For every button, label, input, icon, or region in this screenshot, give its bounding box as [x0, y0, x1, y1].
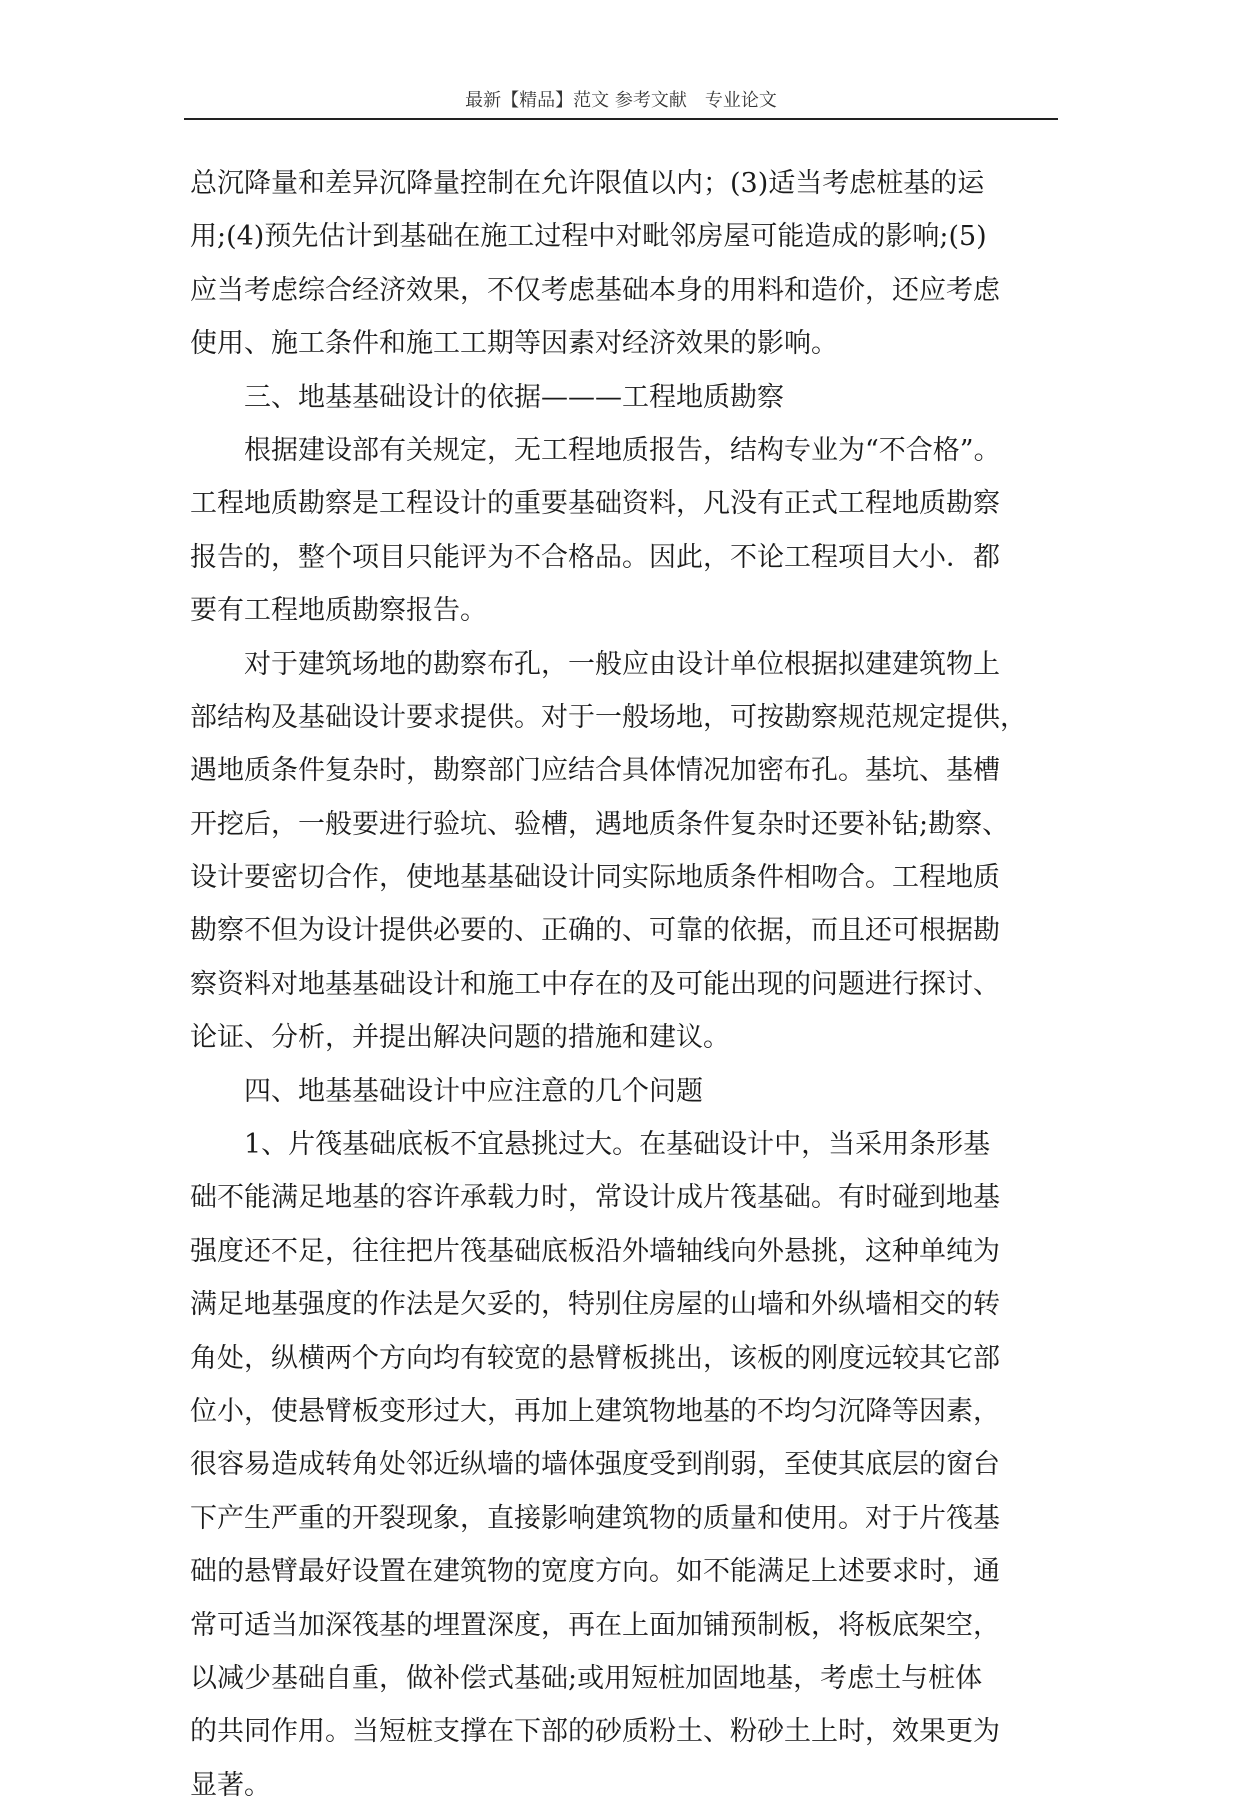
text-line: 设计要密切合作，使地基基础设计同实际地质条件相吻合。工程地质 [190, 862, 1000, 894]
text-line: 对于建筑场地的勘察布孔，一般应由设计单位根据拟建建筑物上 [244, 648, 1000, 680]
text-line: 以减少基础自重，做补偿式基础;或用短桩加固地基，考虑土与桩体 [190, 1662, 983, 1694]
text-line: 满足地基强度的作法是欠妥的，特别住房屋的山墙和外纵墙相交的转 [190, 1289, 1000, 1321]
text-line: 础的悬臂最好设置在建筑物的宽度方向。如不能满足上述要求时，通 [190, 1556, 1000, 1588]
text-line: 下产生严重的开裂现象，直接影响建筑物的质量和使用。对于片筏基 [190, 1502, 1000, 1534]
text-line: 部结构及基础设计要求提供。对于一般场地，可按勘察规范规定提供， [190, 701, 1027, 733]
text-line: 用;(4)预先估计到基础在施工过程中对毗邻房屋可能造成的影响;(5) [190, 221, 987, 253]
text-line: 角处，纵横两个方向均有较宽的悬臂板挑出，该板的刚度远较其它部 [190, 1342, 1000, 1374]
text-line: 勘察不但为设计提供必要的、正确的、可靠的依据，而且还可根据勘 [190, 915, 1000, 947]
text-line: 应当考虑综合经济效果，不仅考虑基础本身的用料和造价，还应考虑 [190, 274, 1000, 306]
text-line: 工程地质勘察是工程设计的重要基础资料，凡没有正式工程地质勘察 [190, 488, 1000, 520]
text-line: 根据建设部有关规定，无工程地质报告，结构专业为“不合格”。 [244, 434, 1001, 466]
text-line: 论证、分析，并提出解决问题的措施和建议。 [190, 1022, 730, 1054]
text-line: 总沉降量和差异沉降量控制在允许限值以内；(3)适当考虑桩基的运 [190, 168, 985, 199]
text-line: 要有工程地质勘察报告。 [190, 595, 487, 627]
text-line: 报告的，整个项目只能评为不合格品。因此，不论工程项目大小．都 [190, 541, 1000, 573]
header-text: 最新【精品】范文 参考文献 专业论文 [465, 90, 777, 111]
text-line: 很容易造成转角处邻近纵墙的墙体强度受到削弱，至使其底层的窗台 [190, 1449, 1000, 1481]
page-header [184, 84, 1058, 120]
document-body [190, 157, 1056, 1812]
text-line: 强度还不足，往往把片筏基础底板沿外墙轴线向外悬挑，这种单纯为 [190, 1235, 1000, 1267]
text-line: 的共同作用。当短桩支撑在下部的砂质粉土、粉砂土上时，效果更为 [190, 1716, 1000, 1748]
text-line: 础不能满足地基的容许承载力时，常设计成片筏基础。有时碰到地基 [190, 1182, 1000, 1214]
text-line: 位小，使悬臂板变形过大，再加上建筑物地基的不均匀沉降等因素， [190, 1395, 1000, 1427]
text-line: 三、地基基础设计的依据———工程地质勘察 [244, 381, 784, 413]
text-line: 开挖后，一般要进行验坑、验槽，遇地质条件复杂时还要补钻;勘察、 [190, 808, 1010, 840]
text-line: 1、片筏基础底板不宜悬挑过大。在基础设计中，当采用条形基 [244, 1129, 991, 1161]
text-line: 察资料对地基基础设计和施工中存在的及可能出现的问题进行探讨、 [190, 968, 1000, 1000]
text-line: 显著。 [190, 1769, 271, 1801]
text-line: 四、地基基础设计中应注意的几个问题 [244, 1075, 703, 1107]
text-line: 遇地质条件复杂时，勘察部门应结合具体情况加密布孔。基坑、基槽 [190, 755, 1000, 787]
text-line: 常可适当加深筏基的埋置深度，再在上面加铺预制板，将板底架空， [190, 1609, 1000, 1641]
text-line: 使用、施工条件和施工工期等因素对经济效果的影响。 [190, 328, 838, 360]
